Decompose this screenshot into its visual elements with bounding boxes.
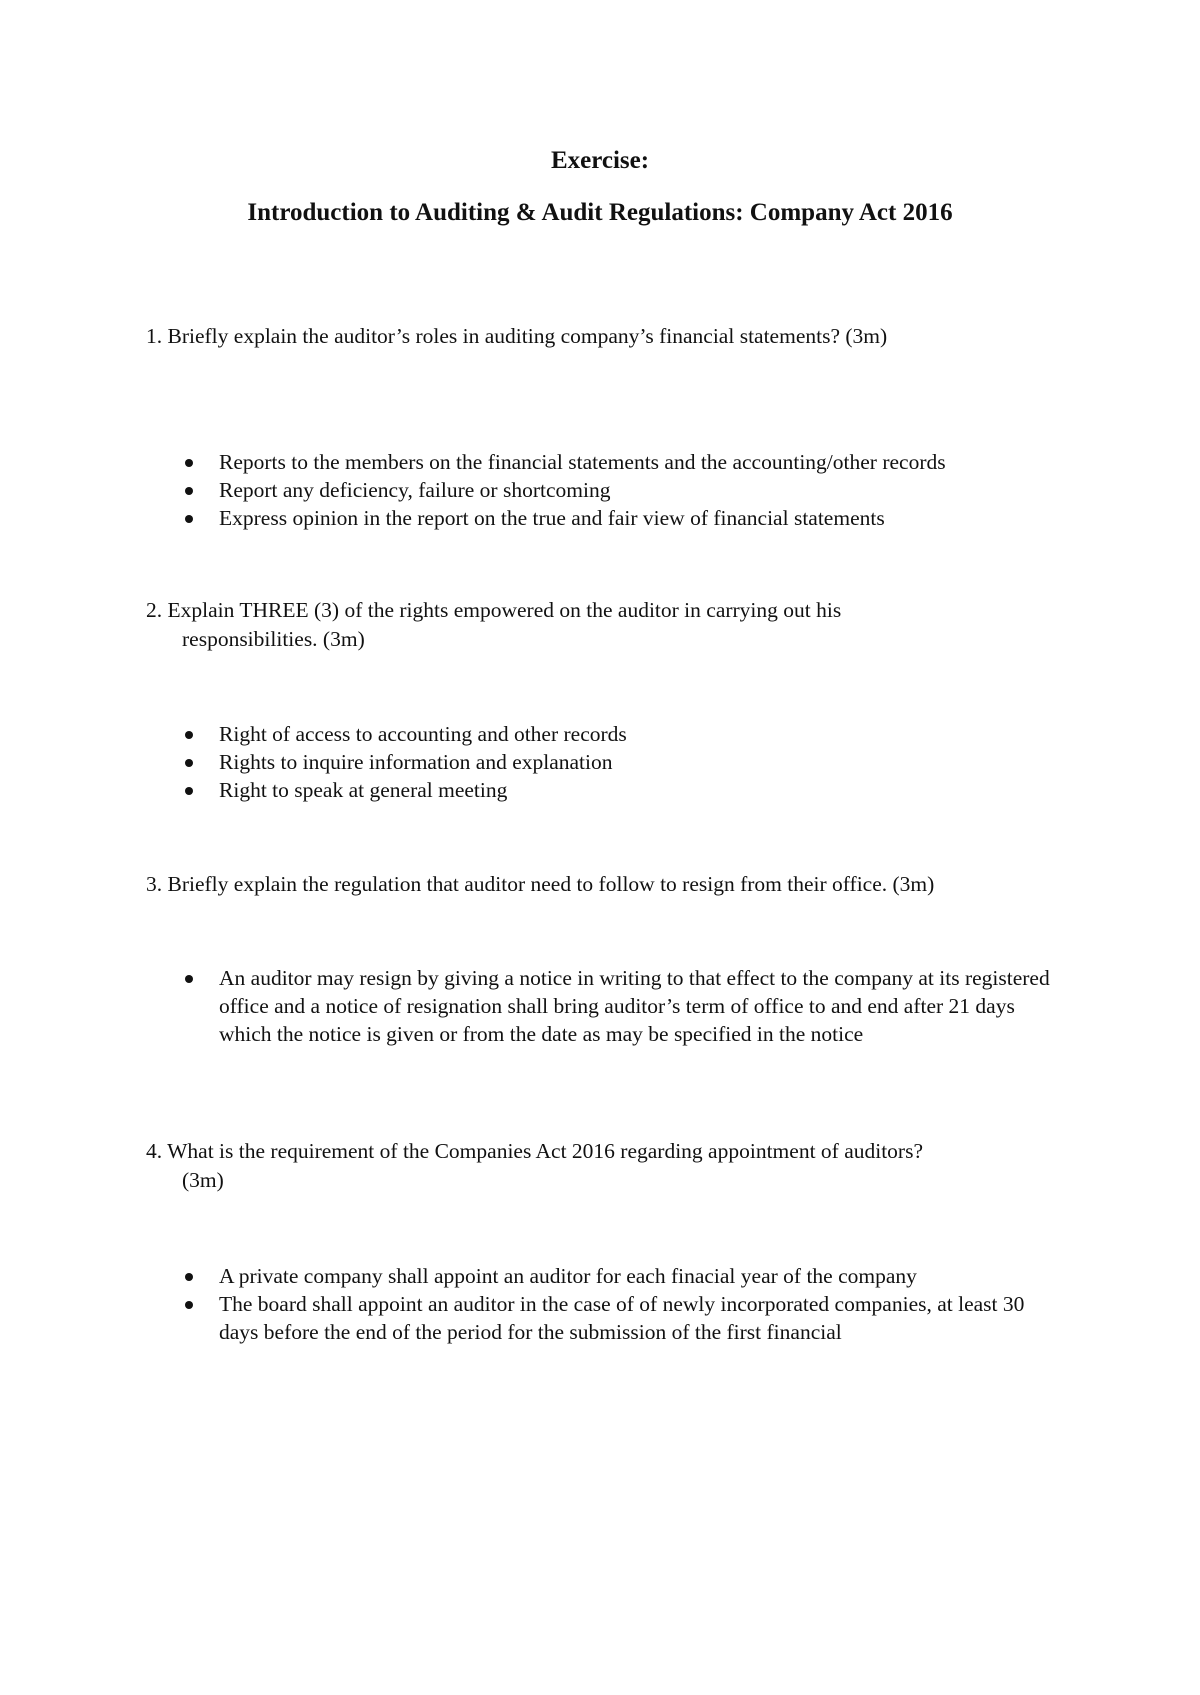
question-number: 2. bbox=[146, 598, 163, 622]
question-continuation: (3m) bbox=[182, 1168, 224, 1192]
answer-item bbox=[0, 776, 1069, 804]
question-text: What is the requirement of the Companies Act 2016 regarding appointment of auditors? bbox=[167, 1139, 924, 1163]
bullet-icon bbox=[185, 459, 193, 467]
answer-text: Right to speak at general meeting bbox=[219, 778, 508, 802]
question-text: Briefly explain the regulation that auditor need to follow to resign from their office. (3m) bbox=[167, 872, 935, 896]
question-number: 1. bbox=[146, 324, 163, 348]
bullet-icon bbox=[185, 1273, 193, 1281]
answer-item bbox=[0, 1262, 1069, 1290]
answer-list-3 bbox=[0, 964, 1200, 1048]
answer-text: An auditor may resign by giving a notice in writing to that effect to the company at its registered office and a notice of resignation shall bring auditor’s term of office to and end after 21 days which the notice is given or from the date as may be specified in the notice bbox=[219, 966, 1050, 1046]
answer-item bbox=[0, 1290, 1069, 1346]
answer-item bbox=[0, 748, 1069, 776]
answer-list-2 bbox=[0, 720, 1200, 804]
answer-text: Reports to the members on the financial statements and the accounting/other records bbox=[219, 450, 946, 474]
answer-item bbox=[0, 504, 1069, 532]
question-continuation: responsibilities. (3m) bbox=[182, 627, 365, 651]
question-2 bbox=[146, 596, 1076, 654]
bullet-icon bbox=[185, 731, 193, 739]
answer-item bbox=[0, 476, 1069, 504]
question-4 bbox=[146, 1137, 1076, 1195]
answer-text: Express opinion in the report on the true and fair view of financial statements bbox=[219, 506, 885, 530]
answer-text: Right of access to accounting and other records bbox=[219, 722, 627, 746]
answer-text: Rights to inquire information and explanation bbox=[219, 750, 613, 774]
question-3 bbox=[146, 870, 1076, 899]
answer-list-1 bbox=[0, 448, 1200, 532]
bullet-icon bbox=[185, 487, 193, 495]
answer-item bbox=[0, 448, 1069, 476]
question-1 bbox=[146, 322, 1076, 351]
exercise-heading: Exercise: bbox=[550, 147, 650, 174]
answer-item bbox=[0, 720, 1069, 748]
answer-text: Report any deficiency, failure or shortcoming bbox=[219, 478, 611, 502]
question-number: 4. bbox=[146, 1139, 163, 1163]
answer-text: The board shall appoint an auditor in the case of of newly incorporated companies, at least 30 days before the end of the period for the submission of the first financial bbox=[219, 1292, 1025, 1344]
bullet-icon bbox=[185, 787, 193, 795]
answer-text: A private company shall appoint an auditor for each finacial year of the company bbox=[219, 1264, 917, 1288]
bullet-icon bbox=[185, 1301, 193, 1309]
question-text: Briefly explain the auditor’s roles in auditing company’s financial statements? (3m) bbox=[167, 324, 888, 348]
answer-item bbox=[0, 964, 1069, 1048]
bullet-icon bbox=[185, 515, 193, 523]
question-text: Explain THREE (3) of the rights empowered on the auditor in carrying out his bbox=[167, 598, 842, 622]
answer-list-4 bbox=[0, 1262, 1200, 1346]
bullet-icon bbox=[185, 759, 193, 767]
question-number: 3. bbox=[146, 872, 163, 896]
bullet-icon bbox=[185, 975, 193, 983]
document-subtitle: Introduction to Auditing & Audit Regulations: Company Act 2016 bbox=[247, 199, 953, 226]
